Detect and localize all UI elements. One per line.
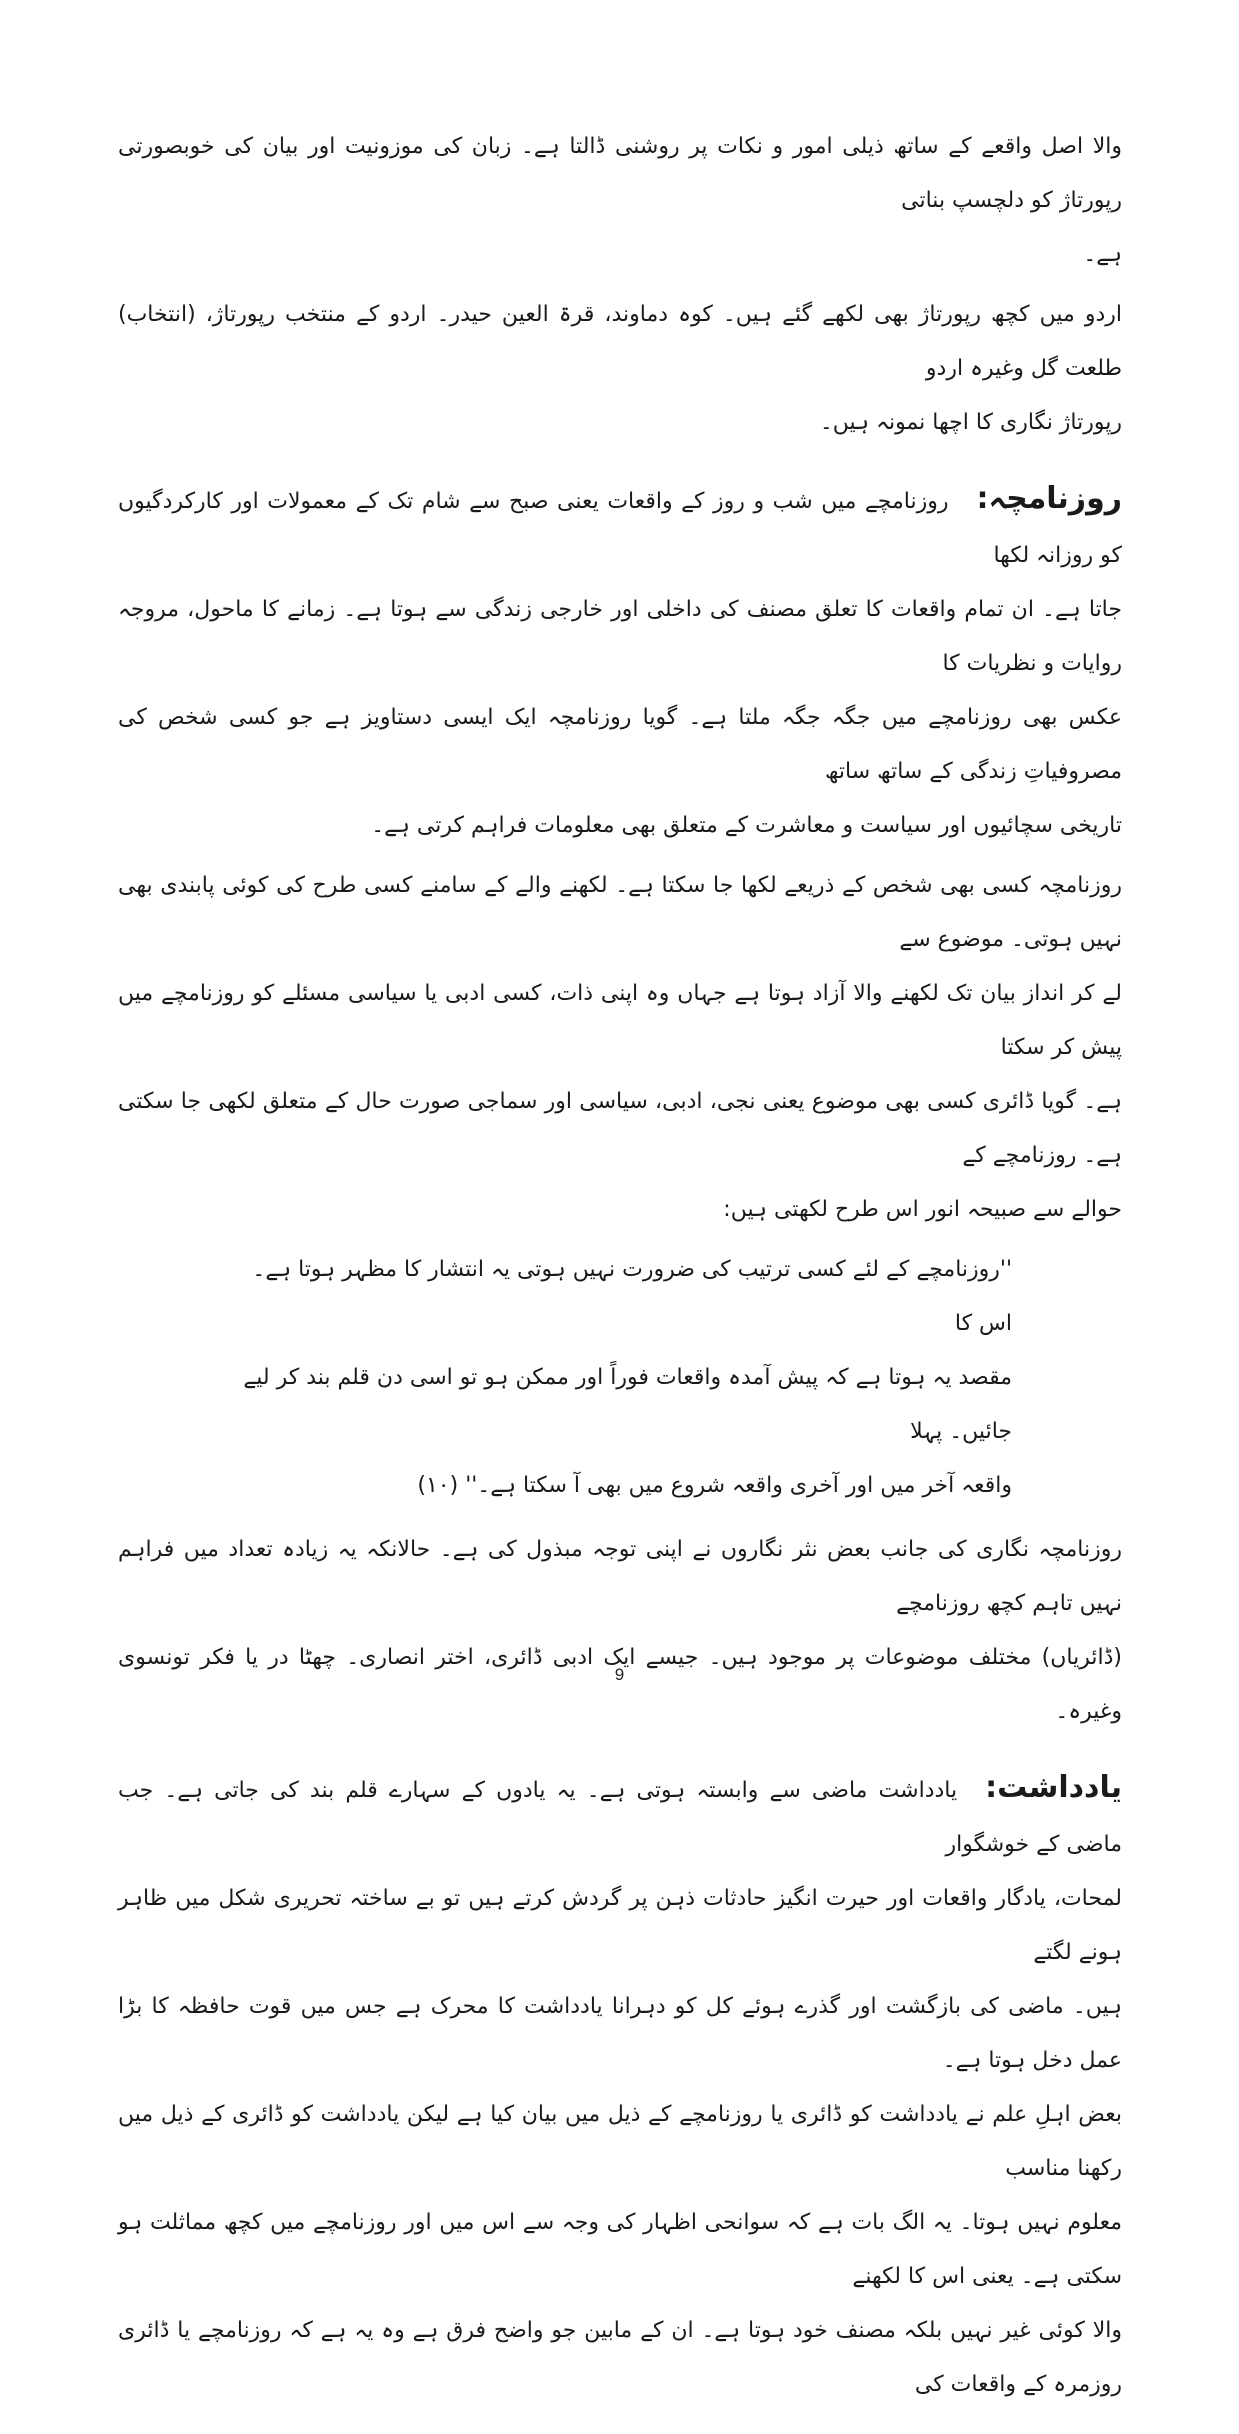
- document-body: [118, 120, 1122, 2434]
- urdu-examples-paragraph: [118, 288, 1122, 450]
- text-line: لمحات، یادگار واقعات اور حیرت انگیز حادثات ذہن پر گردش کرتے ہیں تو بے ساختہ تحریری شکل میں ظاہر ہونے لگتے: [118, 1886, 1122, 1965]
- quote-line: مقصد یہ ہوتا ہے کہ پیش آمدہ واقعات فوراً اور ممکن ہو تو اسی دن قلم بند کر لیے جائیں۔ پہلا: [243, 1365, 1012, 1444]
- text-line: والا کوئی غیر نہیں بلکہ مصنف خود ہوتا ہے۔ ان کے مابین جو واضح فرق ہے وہ یہ ہے کہ روزنامچے یا ڈائری روزمرہ کے واقعات کی: [118, 2318, 1122, 2397]
- text-line: روزنامچہ نگاری کی جانب بعض نثر نگاروں نے اپنی توجہ مبذول کی ہے۔ حالانکہ یہ زیادہ تعداد میں فراہم نہیں تاہم کچھ روزنامچے: [118, 1537, 1122, 1616]
- text-line: والا اصل واقعے کے ساتھ ذیلی امور و نکات پر روشنی ڈالتا ہے۔ زبان کی موزونیت اور بیان کی خوبصورتی رپورتاژ کو دلچسپ بناتی: [118, 134, 1122, 213]
- text-line: ہیں۔ ماضی کی بازگشت اور گذرے ہوئے کل کو دہرانا یادداشت کا محرک ہے جس میں قوت حافظہ کا بڑا عمل دخل ہوتا ہے۔: [118, 1994, 1122, 2073]
- yaddasht-heading: یادداشت:: [985, 1770, 1122, 1805]
- page-number: 9: [614, 1665, 625, 1684]
- quote-line: ''روزنامچے کے لئے کسی ترتیب کی ضرورت نہیں ہوتی یہ انتشار کا مظہر ہوتا ہے۔ اس کا: [252, 1257, 1012, 1336]
- quote-line: واقعہ آخر میں اور آخری واقعہ شروع میں بھی آ سکتا ہے۔'' (۱۰): [417, 1473, 1012, 1498]
- text-run: روزنامچے میں شب و روز کے واقعات یعنی صبح سے شام تک کے معمولات اور کارکردگیوں کو روزانہ لکھا: [118, 489, 1122, 568]
- text-line: عکس بھی روزنامچے میں جگہ جگہ ملتا ہے۔ گویا روزنامچہ ایک ایسی دستاویز ہے جو کسی شخص کی مصروفیاتِ زندگی کے ساتھ ساتھ: [118, 705, 1122, 784]
- text-line: جاتا ہے۔ ان تمام واقعات کا تعلق مصنف کی داخلی اور خارجی زندگی سے ہوتا ہے۔ زمانے کا ماحول، مروجہ روایات و نظریات کا: [118, 597, 1122, 676]
- text-line: ہے۔ گویا ڈائری کسی بھی موضوع یعنی نجی، ادبی، سیاسی اور سماجی صورت حال کے متعلق لکھی جا سکتی ہے۔ روزنامچے کے: [118, 1089, 1122, 1168]
- roznamcha-paragraph-2: [118, 859, 1122, 1237]
- text-line: معلوم نہیں ہوتا۔ یہ الگ بات ہے کہ سوانحی اظہار کی وجہ سے اس میں اور روزنامچے میں کچھ مماثلت ہو سکتی ہے۔ یعنی اس کا لکھنے: [118, 2210, 1122, 2289]
- roznamcha-heading: روزنامچہ:: [976, 481, 1122, 516]
- block-quotation: [228, 1243, 1012, 1513]
- text-line: حوالے سے صبیحہ انور اس طرح لکھتی ہیں:: [723, 1197, 1122, 1222]
- text-line: (ڈائریاں) مختلف موضوعات پر موجود ہیں۔ جیسے ایک ادبی ڈائری، اختر انصاری۔ چھٹا در یا فکر تونسوی وغیرہ۔: [118, 1645, 1122, 1724]
- text-run: یادداشت ماضی سے وابستہ ہوتی ہے۔ یہ یادوں کے سہارے قلم بند کی جاتی ہے۔ جب ماضی کے خوشگوار: [118, 1778, 1122, 1857]
- text-line: اردو میں کچھ رپورتاژ بھی لکھے گئے ہیں۔ کوہ دماوند، قرۃ العین حیدر۔ اردو کے منتخب رپورتاژ، (انتخاب) طلعت گل وغیرہ اردو: [118, 302, 1122, 381]
- text-line: بعض اہلِ علم نے یادداشت کو ڈائری یا روزنامچے کے ذیل میں بیان کیا ہے لیکن یادداشت کو ڈائری کے ذیل میں رکھنا مناسب: [118, 2102, 1122, 2181]
- text-line: لے کر انداز بیان تک لکھنے والا آزاد ہوتا ہے جہاں وہ اپنی ذات، کسی ادبی یا سیاسی مسئلے کو روزنامچے میں پیش کر سکتا: [118, 981, 1122, 1060]
- roznamcha-section: [118, 472, 1122, 853]
- text-line: رپورتاژ نگاری کا اچھا نمونہ ہیں۔: [819, 410, 1122, 435]
- yaddasht-section: [118, 1761, 1122, 2412]
- text-line: ہے۔: [1083, 242, 1122, 267]
- text-line: تاریخی سچائیوں اور سیاست و معاشرت کے متعلق بھی معلومات فراہم کرتی ہے۔: [371, 813, 1122, 838]
- text-line: [118, 1761, 1122, 1872]
- intro-paragraph: [118, 120, 1122, 282]
- text-line: [118, 472, 1122, 583]
- text-line: روزنامچہ کسی بھی شخص کے ذریعے لکھا جا سکتا ہے۔ لکھنے والے کے سامنے کسی طرح کی کوئی پابندی بھی نہیں ہوتی۔ موضوع سے: [118, 873, 1122, 952]
- roznamcha-paragraph-3: [118, 1523, 1122, 1739]
